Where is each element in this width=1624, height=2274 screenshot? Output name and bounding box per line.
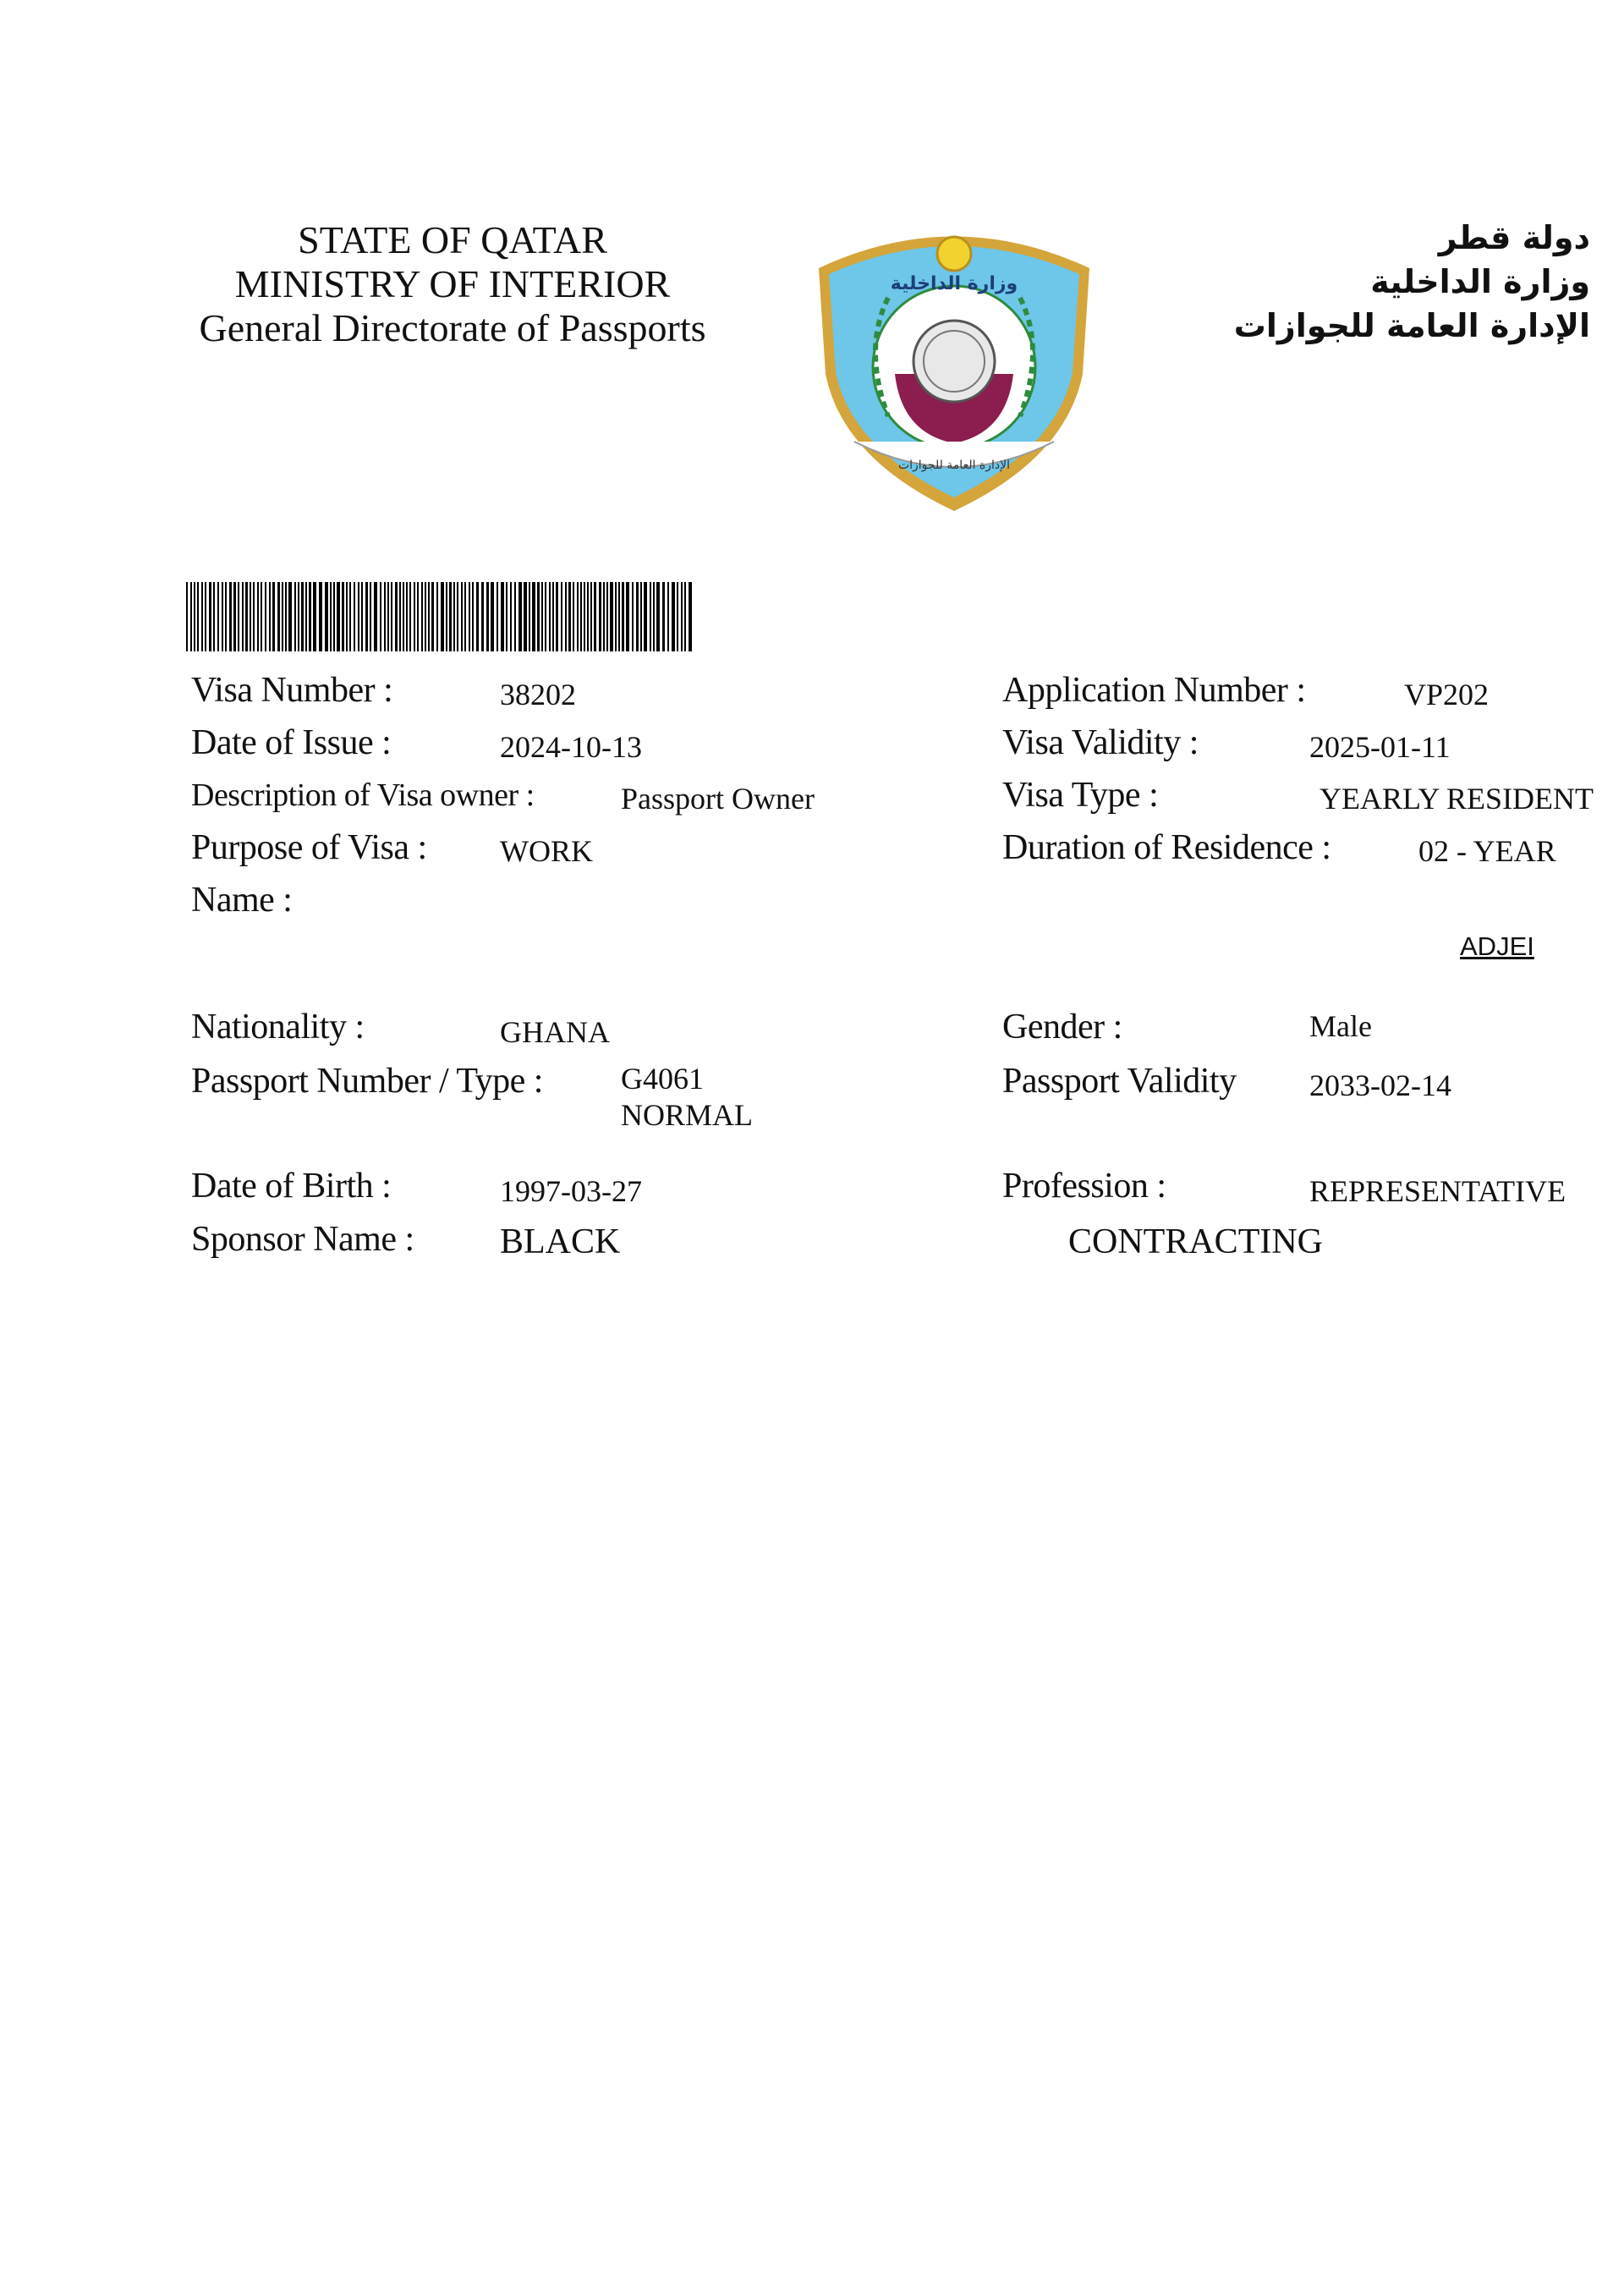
- emblem-banner-text: الإدارة العامة للجوازات: [897, 459, 1011, 472]
- visa-validity-label: Visa Validity :: [1002, 723, 1199, 762]
- header-state: STATE OF QATAR: [298, 218, 607, 261]
- header-english: [127, 218, 778, 350]
- sponsor-name-value-part1: BLACK: [500, 1222, 621, 1261]
- passport-type-value: NORMAL: [621, 1098, 754, 1132]
- visa-number-label: Visa Number :: [191, 671, 393, 710]
- header-ministry: MINISTRY OF INTERIOR: [234, 262, 671, 305]
- gender-label: Gender :: [1002, 1008, 1122, 1046]
- nationality-value: GHANA: [500, 1015, 610, 1049]
- date-of-birth-value: 1997-03-27: [500, 1174, 642, 1208]
- passport-validity-value: 2033-02-14: [1309, 1068, 1451, 1102]
- passport-validity-label: Passport Validity: [1002, 1062, 1237, 1101]
- visa-type-value: YEARLY RESIDENT: [1320, 782, 1594, 816]
- duration-of-residence-label: Duration of Residence :: [1002, 828, 1331, 867]
- passport-number-value: G4061: [621, 1062, 704, 1096]
- emblem-ring-text: وزارة الداخلية: [890, 273, 1018, 294]
- visa-owner-description-label: Description of Visa owner :: [191, 777, 535, 813]
- gender-value: Male: [1309, 1009, 1372, 1043]
- date-of-issue-value: 2024-10-13: [500, 730, 642, 764]
- name-label: Name :: [191, 881, 293, 920]
- profession-value: REPRESENTATIVE: [1309, 1174, 1566, 1208]
- sponsor-name-label: Sponsor Name :: [191, 1220, 414, 1259]
- profession-label: Profession :: [1002, 1167, 1166, 1206]
- passports-emblem: [804, 222, 1105, 514]
- barcode: [186, 582, 692, 651]
- sponsor-name-value-part2: CONTRACTING: [1068, 1222, 1323, 1261]
- application-number-value: VP202: [1404, 678, 1490, 711]
- duration-of-residence-value: 02 - YEAR: [1418, 834, 1556, 868]
- header-ar-directorate: الإدارة العامة للجوازات: [1233, 307, 1590, 344]
- header-ar-ministry: وزارة الداخلية: [1370, 263, 1590, 300]
- header-arabic: [1226, 216, 1590, 348]
- date-of-birth-label: Date of Birth :: [191, 1167, 392, 1206]
- visa-validity-value: 2025-01-11: [1309, 730, 1451, 764]
- header-directorate: General Directorate of Passports: [199, 306, 706, 349]
- name-value: ADJEI: [1460, 931, 1534, 961]
- visa-owner-description-value: Passport Owner: [621, 782, 815, 816]
- purpose-of-visa-value: WORK: [500, 834, 593, 868]
- visa-number-value: 38202: [500, 678, 576, 711]
- visa-type-label: Visa Type :: [1002, 776, 1159, 815]
- application-number-label: Application Number :: [1002, 671, 1306, 710]
- header-ar-state: دولة قطر: [1438, 219, 1590, 256]
- purpose-of-visa-label: Purpose of Visa :: [191, 828, 427, 867]
- nationality-label: Nationality :: [191, 1008, 365, 1046]
- date-of-issue-label: Date of Issue :: [191, 723, 392, 762]
- passport-number-type-label: Passport Number / Type :: [191, 1062, 543, 1101]
